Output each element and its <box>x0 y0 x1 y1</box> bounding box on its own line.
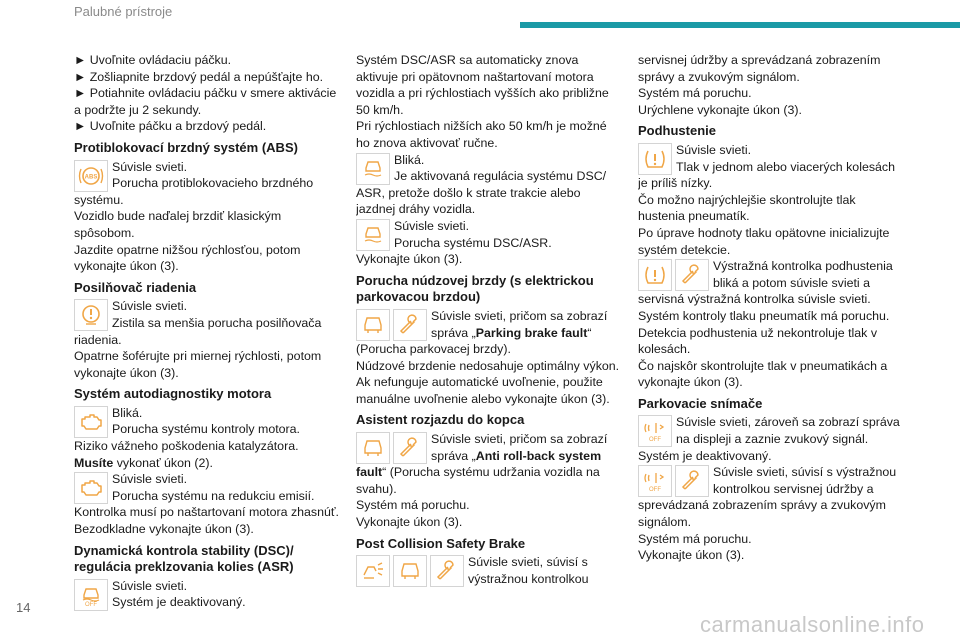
park-off-label-a: OFF <box>649 437 661 444</box>
park-a1: Súvisle svieti, zároveň sa zobrazí správa na displeji a zaznie zvukový signál. <box>676 415 900 447</box>
epb-rest: Núdzové brzdenie nedosahuje optimálny výkon. Ak nefunguje automatické uvoľnenie, použite manuálne uvoľnenie alebo vykonajte úkon (3). <box>356 358 620 406</box>
park-a2: Systém je deaktivovaný. <box>638 448 772 463</box>
pcsb-block <box>356 554 622 587</box>
dsc-block-a <box>356 152 622 218</box>
diag-block-b <box>74 471 340 504</box>
dsc-block-b <box>356 218 622 251</box>
pcsb-title: Post Collision Safety Brake <box>356 535 526 551</box>
park-sensor-off-icon <box>638 415 672 447</box>
dsc-a-line-1: Bliká. <box>394 152 425 167</box>
dsc-icon <box>356 219 390 251</box>
diag-b1: Súvisle svieti. <box>112 472 188 487</box>
dsc-off-label: OFF <box>85 601 97 607</box>
column-1 <box>74 52 340 611</box>
page-number: 14 <box>16 600 31 615</box>
park-block-b <box>638 464 904 530</box>
diag-title: Systém autodiagnostiky motora <box>74 386 272 402</box>
dsc-off-icon <box>74 579 108 611</box>
steering-line-1: Súvisle svieti. <box>112 299 188 314</box>
park-sensor-off-icon <box>638 465 672 497</box>
hill-bold: Anti roll-back system fault <box>356 448 602 480</box>
dsc-b-line-2: Porucha systému DSC/ASR. <box>394 235 552 250</box>
dsc-b-rest: Vykonajte úkon (3). <box>356 252 463 267</box>
col3-intro: servisnej údržby a sprevádzaná zobrazením správy a zvukovým signálom. Systém má poruchu. Urýchlene vykonajte úkon (3). <box>638 53 881 117</box>
pcsb-line-1: Súvisle svieti, súvisí s výstražnou kontrolkou <box>468 555 589 586</box>
header-bar <box>520 22 960 28</box>
diag-b3: Kontrolka musí po naštartovaní motora zhasnúť. <box>74 505 339 520</box>
wrench-icon <box>675 259 709 291</box>
step-2: ► Zošliapnite brzdový pedál a nepúšťajte ho. <box>74 69 324 84</box>
epb-block <box>356 308 622 358</box>
epb-pre: Súvisle svieti, pričom sa zobrazí správa „ <box>431 308 608 340</box>
step-3: ► Potiahnite ovládaciu páčku v smere aktivácie a podržte ju 2 sekundy. <box>74 86 337 117</box>
diag-b2: Porucha systému na redukciu emisií. <box>112 488 315 503</box>
diag-a2: Porucha systému kontroly motora. <box>112 422 301 437</box>
car-brake-icon <box>393 555 427 587</box>
steering-title: Posilňovač riadenia <box>74 279 197 295</box>
tyre-pressure-icon <box>638 259 672 291</box>
diag-block-a <box>74 405 340 438</box>
wrench-icon <box>393 309 427 341</box>
wrench-icon <box>430 555 464 587</box>
dsc-line-1: Súvisle svieti. <box>112 578 188 593</box>
hill-title: Asistent rozjazdu do kopca <box>356 412 525 428</box>
diag-b4: Bezodkladne vykonajte úkon (3). <box>74 522 254 537</box>
abs-text: Vozidlo bude naďalej brzdiť klasickým spôsobom. Jazdite opatrne nižšou rýchlosťou, potom vykonajte úkon (3). <box>74 209 301 274</box>
wrench-icon <box>675 465 709 497</box>
abs-title: Protiblokovací brzdný systém (ABS) <box>74 139 298 155</box>
park-off-label-b: OFF <box>649 487 661 494</box>
wrench-icon <box>393 432 427 464</box>
steering-text: Opatrne šoférujte pri miernej rýchlosti, potom vykonajte úkon (3). <box>74 349 322 380</box>
step-1: ► Uvoľnite ovládaciu páčku. <box>74 53 232 67</box>
car-brake-icon <box>356 309 390 341</box>
epb-bold: Parking brake fault <box>475 325 588 340</box>
abs-line-1: Súvisle svieti. <box>112 159 188 174</box>
engine-icon <box>74 406 108 438</box>
dsc-a-line-2: Je aktivovaná regulácia systému DSC/ ASR, pretože došlo k strate trakcie alebo jazdnej dráhy vozidla. <box>356 169 607 217</box>
tyre-a1: Súvisle svieti. <box>676 142 752 157</box>
diag-a4 <box>74 455 340 472</box>
abs-block <box>74 159 340 209</box>
abs-label: ABS <box>84 174 98 181</box>
abs-icon <box>74 160 108 192</box>
epb-post: “ (Porucha parkovacej brzdy). <box>356 325 592 357</box>
epb-title: Porucha núdzovej brzdy (s elektrickou parkovacou brzdou) <box>356 272 594 305</box>
tyre-b2: Systém kontroly tlaku pneumatík má poruchu. Detekcia podhustenia už nekontroluje tlak v kolesách. Čo najskôr skontrolujte tlak v pneumatikách a vykonajte úkon (3). <box>638 308 890 390</box>
diag-a4-bold: Musíte <box>74 455 114 470</box>
tyre-block-b <box>638 258 904 308</box>
diag-a1: Bliká. <box>112 405 143 420</box>
hill-pre: Súvisle svieti, pričom sa zobrazí správa „ <box>431 432 608 463</box>
dsc-line-2: Systém je deaktivovaný. <box>112 595 246 610</box>
step-4: ► Uvoľnite páčku a brzdový pedál. <box>74 119 267 134</box>
park-b2: Systém má poruchu. Vykonajte úkon (3). <box>638 531 752 563</box>
tyre-pressure-icon <box>638 143 672 175</box>
dsc-title: Dynamická kontrola stability (DSC)/ regulácia preklzovania kolies (ASR) <box>74 542 294 575</box>
dsc-off-block <box>74 578 340 611</box>
diag-a4-rest: vykonať úkon (2). <box>113 455 213 470</box>
dsc-intro: Systém DSC/ASR sa automaticky znova aktivuje pri opätovnom naštartovaní motora vozidla a pri rýchlostiach vyšších ako približne 50 km/h. Pri rýchlostiach nižších ako 50 km/h je možné ho znova aktivovať ručne. <box>356 53 609 150</box>
abs-line-2: Porucha protiblokovacieho brzdného systému. <box>74 176 314 207</box>
car-brake-icon <box>356 432 390 464</box>
tyre-title: Podhustenie <box>638 123 717 139</box>
post-collision-icon <box>356 555 390 587</box>
dsc-icon <box>356 153 390 185</box>
park-title: Parkovacie snímače <box>638 395 763 411</box>
hill-post: “ (Porucha systému udržania vozidla na svahu). <box>356 465 600 496</box>
header-title: Palubné prístroje <box>74 4 173 19</box>
engine-icon <box>74 472 108 504</box>
dsc-b-line-1: Súvisle svieti. <box>394 218 470 233</box>
diag-a3: Riziko vážneho poškodenia katalyzátora. <box>74 439 299 454</box>
park-block-a <box>638 414 904 447</box>
steering-block <box>74 298 340 348</box>
hill-block <box>356 431 622 497</box>
tyre-block-a <box>638 142 904 192</box>
tyre-a3: Čo možno najrýchlejšie skontrolujte tlak hustenia pneumatík. Po úprave hodnoty tlaku opätovne inicializujte systém detekcie. <box>638 192 890 257</box>
tyre-a2: Tlak v jednom alebo viacerých kolesách je príliš nízky. <box>638 159 896 191</box>
watermark: carmanualsonline.info <box>700 612 925 637</box>
park-b1: Súvisle svieti, súvisí s výstražnou kontrolkou servisnej údržby a sprevádzaná zobrazením správy a zvukovým signálom. <box>638 465 897 530</box>
steering-line-2: Zistila sa menšia porucha posilňovača riadenia. <box>74 315 322 347</box>
column-2 <box>356 52 622 587</box>
tyre-b1: Výstražná kontrolka podhustenia bliká a potom súvisle svieti a servisná výstražná kontrolka súvisle svieti. <box>638 259 893 307</box>
steering-warning-icon <box>74 299 108 331</box>
hill-rest: Systém má poruchu. Vykonajte úkon (3). <box>356 498 470 530</box>
column-3 <box>638 52 904 564</box>
